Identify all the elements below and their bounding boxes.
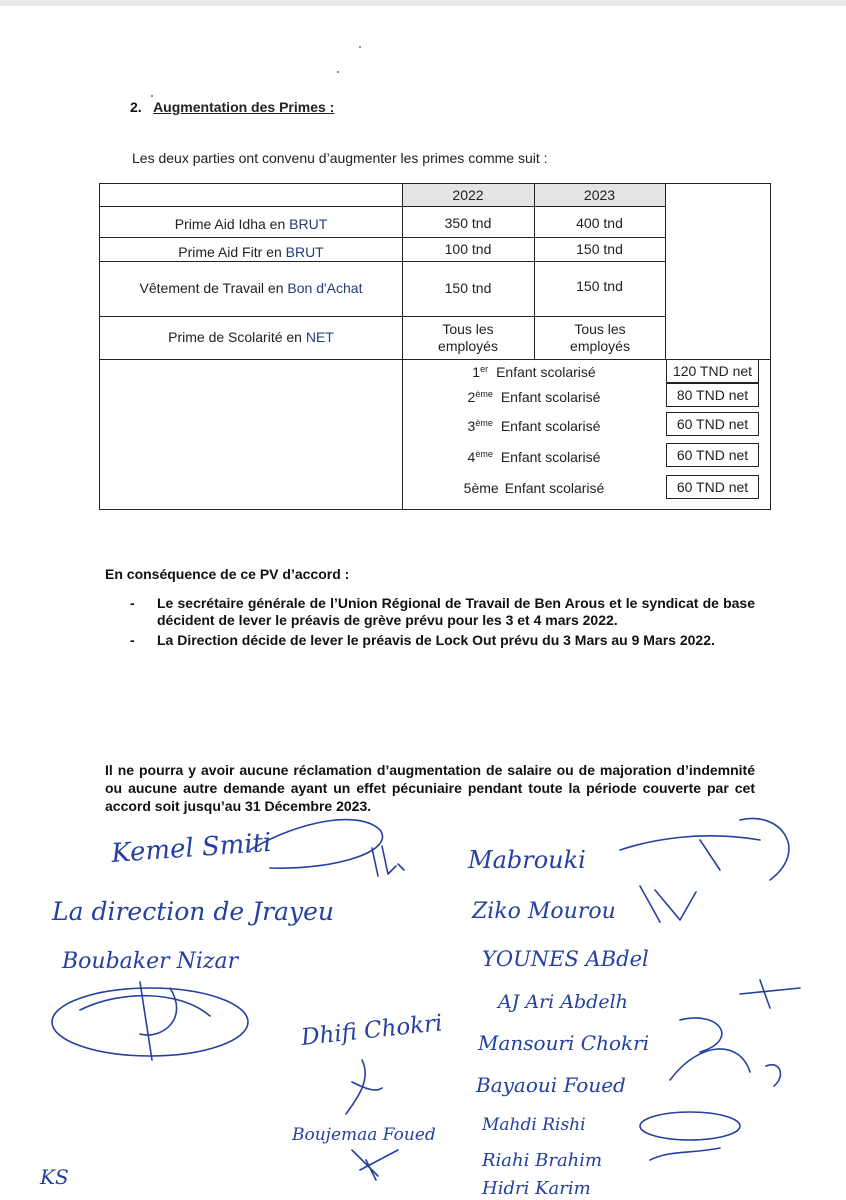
list-item: - Le secrétaire générale de l’Union Régional de Travail de Ben Arous et le syndicat de base décident de lever le préavis de grève prévu pour les 3 et 4 mars 2022. [130, 595, 755, 628]
child-row: 3 $^{ème}$ Enfant scolarisé [467, 418, 601, 434]
child-row: 2 $^{ème}$ Enfant scolarisé [467, 389, 601, 405]
row-label: Prime Aid Idha en BRUT [174, 216, 328, 232]
signature-2: La direction de Jrayeu [52, 897, 334, 926]
consequence-title: En conséquence de ce PV d’accord : [105, 566, 350, 582]
year-2022-header: 2022 [452, 186, 484, 203]
value-2023: 400 tnd [576, 215, 623, 231]
section-number: 2. [130, 99, 142, 115]
child-row: 4 $^{ème}$ Enfant scolarisé [467, 449, 601, 465]
signature-8: YOUNES ABdel [482, 947, 649, 971]
no-claim-clause: Il ne pourra y avoir aucune réclamation d’augmentation de salaire ou de majoration d’indemnité ou aucune autre demande ayant un effet pécuniaire pendant toute la période couverte par cet accord soit jusqu’au 31 Décembre 2023. [105, 762, 755, 814]
signature-mark [620, 818, 789, 880]
payment-mode: BRUT [285, 243, 324, 260]
signatures-area [0, 810, 846, 1200]
signature-mark [80, 982, 210, 1060]
value-2022: Tous les employés [438, 320, 498, 354]
signature-7: Ziko Mourou [472, 899, 616, 924]
signature-mark [352, 1150, 398, 1180]
section-title [130, 99, 334, 115]
signature-13: Riahi Brahim [482, 1150, 603, 1171]
payment-mode: NET [305, 329, 334, 345]
signature-mark [650, 1148, 720, 1160]
scan-border [0, 0, 846, 6]
child-amount: 60 TND net [666, 412, 759, 436]
section-heading: Augmentation des Primes : [153, 99, 335, 115]
signature-mark [372, 846, 404, 876]
primes-table [99, 183, 771, 510]
value-2023: 150 tnd [576, 240, 623, 257]
value-2022: 100 tnd [444, 240, 492, 257]
value-2022: 150 tnd [444, 280, 492, 296]
scan-speck [337, 71, 339, 73]
signature-10: Mansouri Chokri [478, 1031, 650, 1055]
initials-mark: KS [40, 1165, 69, 1189]
intro-text: Les deux parties ont convenu d’augmenter les primes comme suit : [132, 150, 548, 166]
row-label: Vêtement de Travail en Bon d'Achat [139, 280, 363, 296]
signature-6: Mabrouki [468, 846, 586, 874]
signature-14: Hidri Karim [482, 1178, 591, 1199]
row-label: Prime de Scolarité en NET [168, 329, 334, 345]
signature-5: Boujemaa Foued [292, 1125, 436, 1145]
scan-speck [359, 46, 361, 48]
scan-speck [151, 95, 153, 97]
consequence-list [130, 595, 755, 652]
child-row: 5ème Enfant scolarisé [463, 480, 605, 496]
child-amount: 80 TND net [666, 383, 759, 407]
signature-mark [680, 1018, 722, 1052]
signature-mark [640, 1112, 740, 1140]
signature-11: Bayaoui Foued [476, 1073, 626, 1097]
value-2023: Tous les employés [570, 320, 630, 354]
payment-mode: BRUT [289, 216, 328, 232]
signature-mark [346, 1060, 382, 1114]
signature-3: Boubaker Nizar [62, 949, 239, 974]
signature-mark [670, 1049, 780, 1086]
year-2023-header: 2023 [583, 186, 616, 203]
value-2023: 150 tnd [576, 278, 623, 294]
signature-12: Mahdi Rishi [482, 1115, 586, 1135]
signature-9: AJ Ari Abdelh [498, 991, 628, 1013]
grid-line [665, 184, 666, 359]
signature-4: Dhifi Chokri [299, 1010, 444, 1051]
list-item: - La Direction décide de lever le préavis de Lock Out prévu du 3 Mars au 9 Mars 2022. [130, 632, 715, 648]
child-amount: 60 TND net [666, 443, 759, 467]
signature-1: Kemel Smiti [110, 827, 273, 869]
child-row: 1 $^{er}$ Enfant scolarisé [472, 364, 596, 380]
payment-mode: Bon d'Achat [287, 280, 363, 296]
signature-mark [640, 886, 696, 922]
child-amount: 60 TND net [666, 475, 759, 499]
row-label: Prime Aid Fitr en BRUT [178, 243, 324, 260]
child-amount: 120 TND net [666, 359, 759, 383]
value-2022: 350 tnd [444, 215, 492, 231]
signature-mark [740, 980, 800, 1008]
